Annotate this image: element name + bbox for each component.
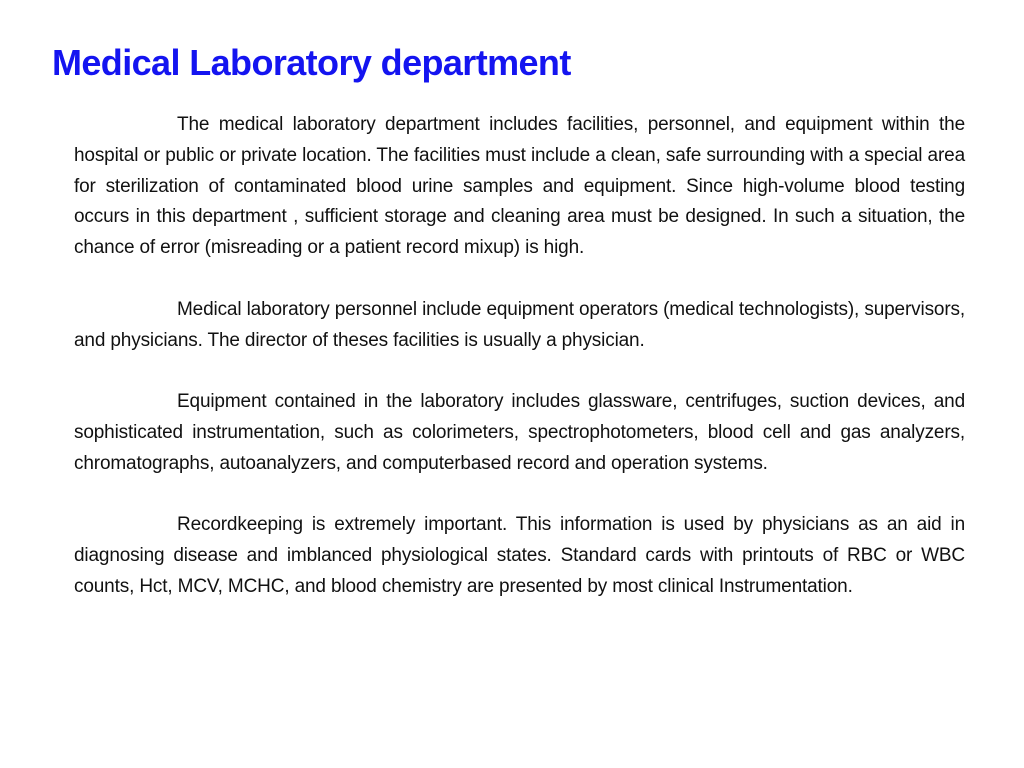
slide-title: Medical Laboratory department — [52, 42, 571, 83]
paragraph-equipment: Equipment contained in the laboratory includes glassware, centrifuges, suction devices, and sophisticated instrumentation, such as colorimeters, spectrophotometers, blood cell and gas analyzers, chromatographs, autoanalyzers, and computerbased record and operation systems. — [74, 391, 965, 474]
paragraph-personnel: Medical laboratory personnel include equipment operators (medical technologists), supervisors, and physicians. The director of theses facilities is usually a physician. — [74, 298, 965, 351]
paragraph-facilities: The medical laboratory department includes facilities, personnel, and equipment within the hospital or public or private location. The facilities must include a clean, safe surrounding with a special area for sterilization of contaminated blood urine samples and equipment. Since high-volume blood testing occurs in this department , sufficient storage and cleaning area must be designed. In such a situation, the chance of error (misreading or a patient record mixup) is high. — [74, 114, 965, 259]
slide-body — [74, 110, 965, 634]
paragraph-recordkeeping: Recordkeeping is extremely important. This information is used by physicians as an aid in diagnosing disease and imblanced physiological states. Standard cards with printouts of RBC or WBC counts, Hct, MCV, MCHC, and blood chemistry are presented by most clinical Instrumentation. — [74, 514, 965, 597]
